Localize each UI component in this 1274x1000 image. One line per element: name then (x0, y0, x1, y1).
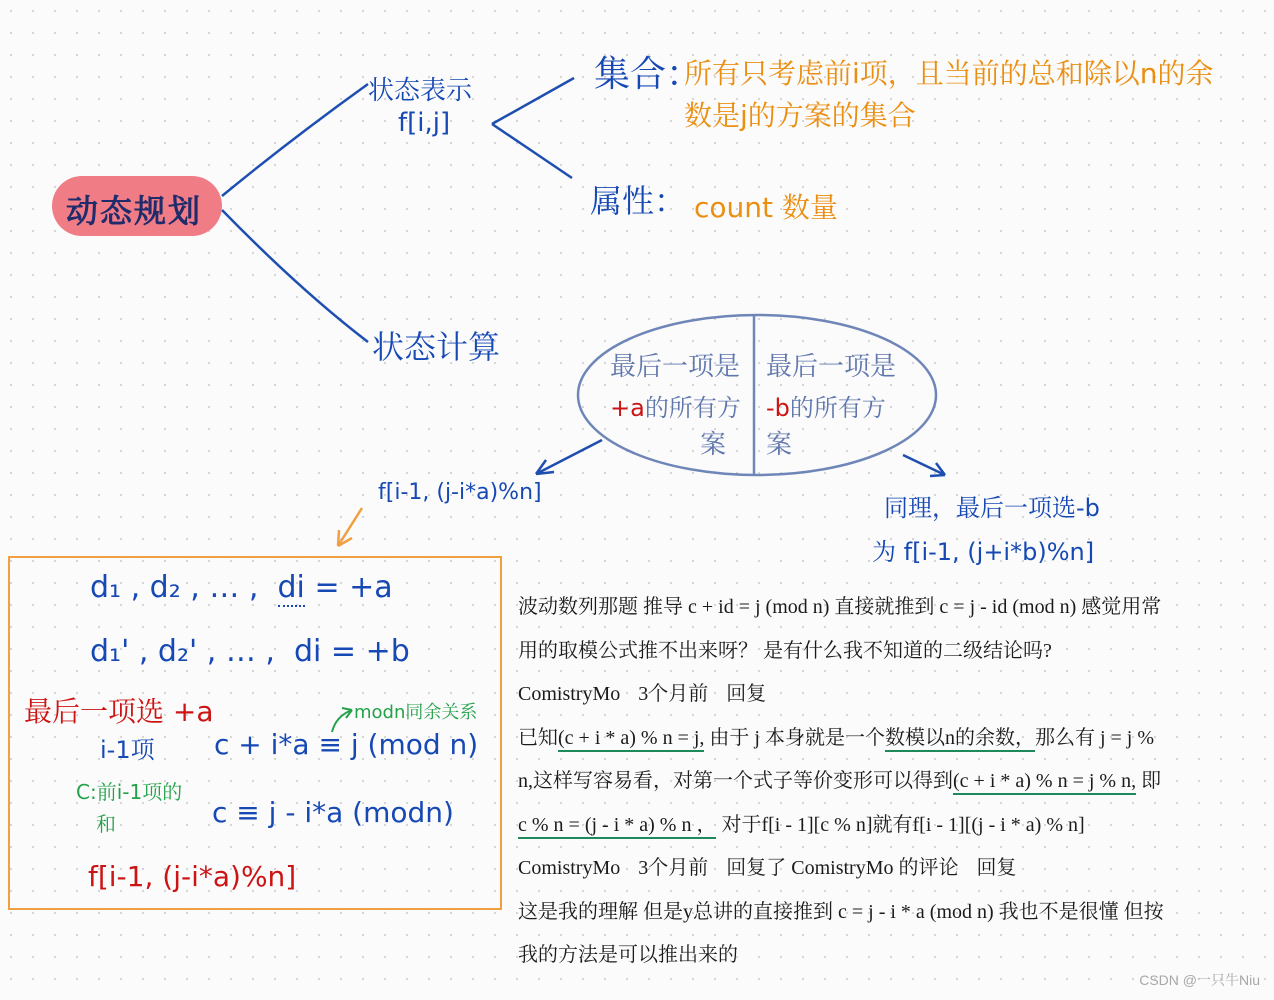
attr-value: count 数量 (694, 191, 838, 224)
reply-button-2[interactable]: 回复 (976, 857, 1017, 879)
underlined-formula: c % n = (j - i * a) % n ， (518, 814, 716, 839)
arrow-right-case (903, 455, 945, 476)
answer-text: 由于 j 本身就是一个 (704, 726, 885, 749)
comment-question-line1: 波动数列那题 推导 c + id = j (mod n) 直接就推到 c = j - id (mod n) 感觉用常 (518, 596, 1162, 618)
c-note-line2: 和 (96, 812, 116, 836)
state-calc-label: 状态计算 (372, 328, 501, 366)
left-case-line2-text: 的所有方 (644, 394, 741, 422)
seq1 (90, 570, 393, 605)
comment-question-line2: 用的取模公式推不出来呀？ 是有什么我不知道的二级结论吗? (518, 639, 1052, 662)
answer-text: 那么有 j = j % (1034, 726, 1155, 749)
prev-term-label: i-1项 (100, 736, 155, 764)
comment-meta-1 (518, 673, 1266, 717)
underlined-phrase: 数模以n的余数， (885, 727, 1035, 752)
right-note-line2: 为 f[i-1, (j+i*b)%n] (872, 538, 1095, 566)
reply-prefix: 回复了 (726, 857, 787, 879)
seq1-head: d₁ , d₂ , … , (90, 570, 259, 605)
watermark: CSDN @一只牛Niu (1139, 972, 1260, 988)
branch-set (492, 78, 574, 124)
underlined-formula: (c + i * a) % n = j % n, (953, 770, 1136, 795)
c-note-line1: C:前i-1项的 (76, 780, 183, 804)
seq2-tail: di = +b (294, 634, 410, 669)
seq1-di: di (277, 570, 305, 605)
arrow-left-case (536, 440, 602, 474)
branch-attr (492, 124, 572, 178)
set-desc-line2: 数是j的方案的集合 (684, 99, 916, 132)
eq2: c ≡ j - i*a (modn) (212, 796, 454, 829)
comment-user-1[interactable]: ComistryMo (518, 683, 621, 705)
right-case-line2-text: 的所有方 (789, 394, 886, 422)
seq2 (90, 634, 410, 669)
box-result-formula: f[i-1, (j-i*a)%n] (88, 860, 297, 893)
set-desc-line1: 所有只考虑前i项，且当前的总和除以n的余 (684, 57, 1214, 90)
left-case-formula: f[i-1, (j-i*a)%n] (378, 480, 542, 505)
right-case-line3: 案 (766, 430, 793, 460)
comment-time-2: 3个月前 (638, 857, 709, 879)
underlined-formula: (c + i * a) % n = j, (558, 727, 704, 752)
attr-label: 属性： (590, 182, 687, 220)
comment-followup-line1: 这是我的理解 但是y总讲的直接推到 c = j - i * a (mod n) 我也不是很懂 但按 (518, 900, 1164, 923)
answer-text: 已知 (518, 726, 558, 749)
reply-button-1[interactable]: 回复 (726, 683, 767, 705)
set-label: 集合： (594, 54, 703, 95)
branch-state-calc (222, 210, 368, 342)
seq2-head: d₁' , d₂' , … , (90, 634, 275, 669)
comment-thread (518, 586, 1266, 978)
comment-followup-line2: 我的方法是可以推出来的 (518, 944, 738, 966)
answer-line3 (518, 804, 1266, 848)
branch-state-rep (222, 84, 368, 196)
right-case-line1: 最后一项是 (766, 352, 897, 382)
seq1-tail: = +a (304, 570, 393, 605)
answer-text: 对于f[i - 1][c % n]就有f[i - 1][(j - i * a) % n] (716, 813, 1085, 836)
right-note-line1: 同理，最后一项选-b (884, 494, 1100, 522)
left-case-prefix: +a (610, 394, 645, 422)
state-rep-notation: f[i,j] (398, 108, 451, 138)
right-case-line2 (766, 388, 886, 423)
left-case-line3: 案 (700, 430, 727, 460)
root-label: 动态规划 (66, 192, 203, 230)
comment-user-2[interactable]: ComistryMo (518, 857, 621, 879)
congruence-note: modn同余关系 (354, 702, 478, 723)
last-item-label: 最后一项选 +a (24, 695, 214, 728)
comment-time-1: 3个月前 (638, 683, 709, 705)
eq1: c + i*a ≡ j (mod n) (214, 728, 479, 761)
answer-line2 (518, 760, 1266, 804)
left-case-line1: 最后一项是 (610, 352, 741, 382)
left-case-line2 (610, 388, 741, 423)
answer-text: n,这样写容易看，对第一个式子等价变形可以得到 (518, 770, 953, 792)
answer-text: 即 (1136, 770, 1162, 792)
arrow-to-box (338, 508, 362, 546)
right-case-prefix: -b (766, 394, 790, 422)
state-rep-label: 状态表示 (368, 76, 473, 106)
reply-target[interactable]: ComistryMo 的评论 (791, 857, 959, 879)
comment-meta-2 (518, 847, 1266, 891)
answer-line1 (518, 717, 1266, 761)
